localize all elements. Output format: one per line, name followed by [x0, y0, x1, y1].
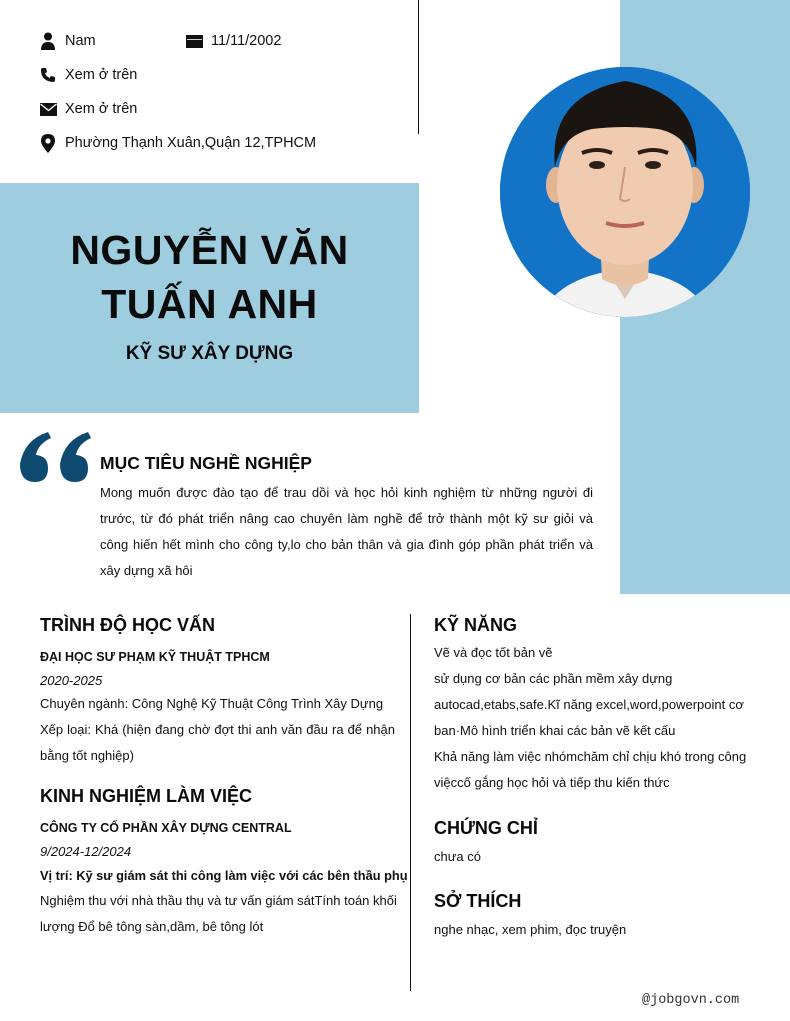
- job-title: KỸ SƯ XÂY DỰNG: [125, 343, 294, 364]
- hobbies-text: nghe nhạc, xem phim, đọc truyện: [434, 922, 627, 937]
- contact-gender: [39, 32, 96, 50]
- contact-address: [39, 134, 316, 152]
- skill-line-6: việccố gắng học hỏi và tiếp thu kiến thức: [434, 775, 670, 790]
- hobbies-title: SỞ THÍCH: [434, 891, 522, 911]
- experience-company: CÔNG TY CỔ PHẦN XÂY DỰNG CENTRAL: [40, 821, 292, 835]
- skill-line-1: Vẽ và đọc tốt bản vẽ: [434, 645, 553, 660]
- experience-position: Vị trí: Kỹ sư giám sát thi công làm việc với các bên thầu phụ: [40, 868, 408, 883]
- certificates-title: CHỨNG CHỈ: [434, 818, 538, 838]
- objective-title: MỤC TIÊU NGHỀ NGHIỆP: [100, 453, 312, 473]
- divider-top: [418, 0, 419, 134]
- envelope-icon: [39, 100, 57, 118]
- name-line-2: TUẤN ANH: [101, 281, 318, 327]
- phone-icon: [39, 66, 57, 84]
- education-school: ĐẠI HỌC SƯ PHẠM KỸ THUẬT TPHCM: [40, 650, 270, 664]
- skill-line-3: autocad,etabs,safe.Kĩ năng excel,word,powerpoint cơ: [434, 697, 744, 712]
- education-grade: Xếp loại: Khá (hiện đang chờ đợt thi anh văn đầu ra để nhận bằng tốt nghiệp): [40, 722, 395, 763]
- birthdate-text: 11/11/2002: [211, 33, 282, 49]
- contact-email: [39, 100, 137, 118]
- education-period: 2020-2025: [40, 673, 103, 688]
- location-pin-icon: [39, 134, 57, 152]
- education-major: Chuyên ngành: Công Nghệ Kỹ Thuật Công Trình Xây Dựng: [40, 696, 384, 711]
- contact-birthdate: [185, 32, 281, 50]
- phone-text: Xem ở trên: [65, 67, 138, 83]
- address-text: Phường Thạnh Xuân,Quận 12,TPHCM: [65, 135, 317, 151]
- skill-line-4: ban·Mô hình triển khai các bản vẽ kết cấu: [434, 723, 676, 738]
- name-header: [0, 183, 419, 413]
- email-text: Xem ở trên: [65, 101, 138, 117]
- profile-photo: [500, 67, 750, 317]
- contact-phone: [39, 66, 137, 84]
- quote-mark-icon: [18, 430, 92, 489]
- user-icon: [39, 32, 57, 50]
- name-line-1: NGUYỄN VĂN: [70, 227, 349, 273]
- certificates-text: chưa có: [434, 849, 482, 864]
- skill-line-2: sử dụng cơ bản các phần mềm xây dựng: [434, 671, 673, 686]
- footer-watermark: @jobgovn.com: [642, 993, 740, 1008]
- gender-text: Nam: [65, 33, 96, 49]
- experience-description: Nghiệm thu với nhà thầu thụ và tư vấn giám sátTính toán khối lượng Đổ bê tông sàn,dầm, bê tông lót: [40, 893, 397, 934]
- skills-title: KỸ NĂNG: [434, 615, 518, 635]
- skill-line-5: Khả năng làm việc nhómchăm chỉ chịu khó trong công: [434, 749, 747, 764]
- column-divider: [410, 614, 411, 991]
- experience-title: KINH NGHIỆM LÀM VIỆC: [40, 786, 253, 806]
- calendar-icon: [185, 32, 203, 50]
- experience-period: 9/2024-12/2024: [40, 844, 132, 859]
- objective-text: Mong muốn được đào tạo để trau dồi và học hỏi kinh nghiệm từ những người đi trước, từ đó phát triển nâng cao chuyên làm nghề để trở thành một kỹ sư giỏi và công hiến hết mình cho công ty,lo cho bản thân và gia đình góp phần phát triển và xây dựng xã hôi: [100, 485, 593, 578]
- education-title: TRÌNH ĐỘ HỌC VẤN: [40, 615, 215, 635]
